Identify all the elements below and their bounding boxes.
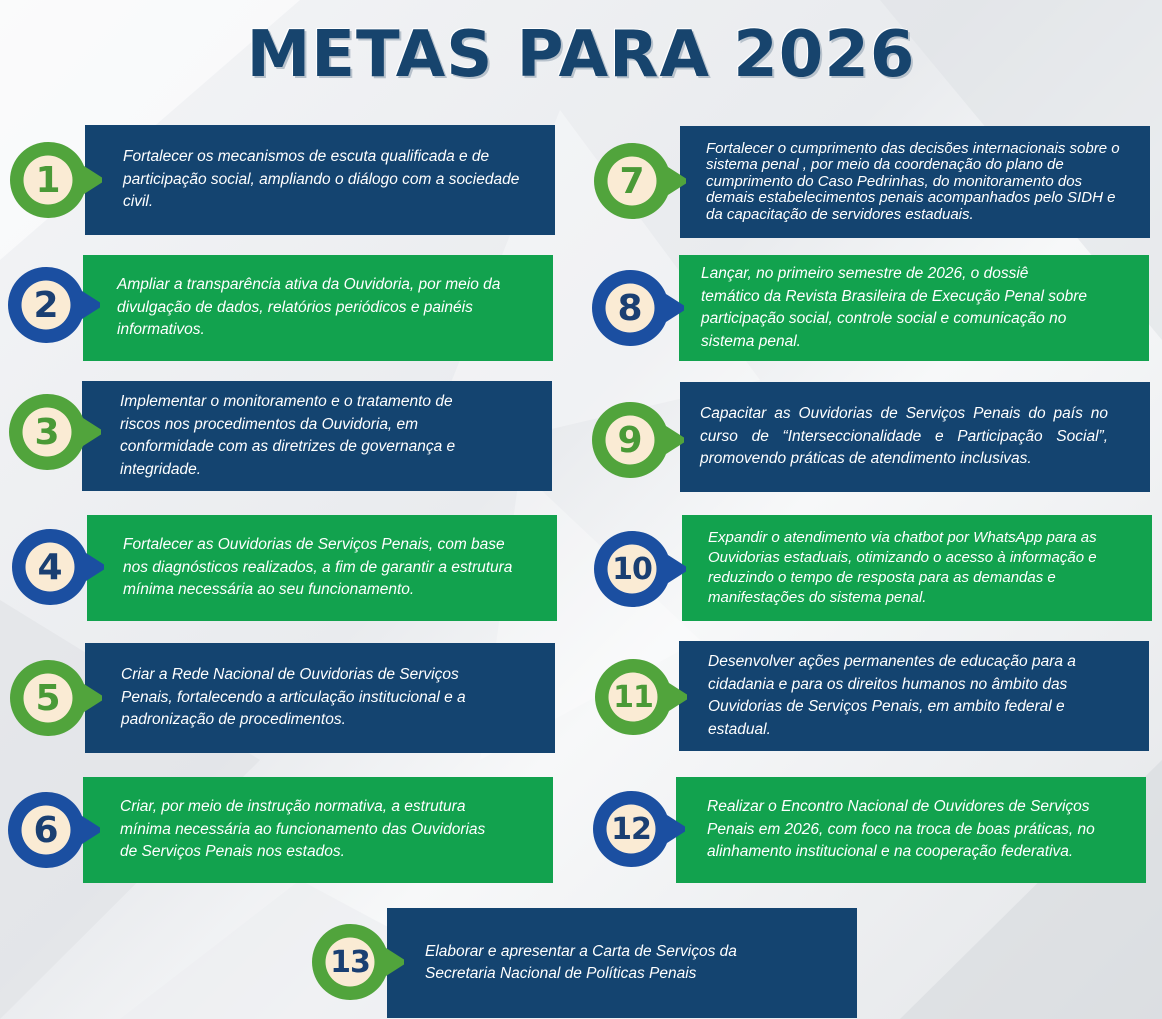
goal-number: 4 [37,546,63,588]
goal-text-box [679,255,1149,361]
goal-text: Fortalecer o cumprimento das decisões internacionais sobre o sistema penal , por meio da coordenação do plano de cumprimento do Caso Pedrinhas, do monitoramento dos demais estabelecimentos penais acompanhados pelo SIDH e da capacitação de servidores estaduais. [706,139,1120,223]
goal-number-badge [8,527,104,607]
goal-text: Fortalecer os mecanismos de escuta qualificada e de participação social, ampliando o diálogo com a sociedade civil. [123,148,520,211]
goal-number-badge [590,529,686,609]
goal-text-box [85,125,555,235]
goal-number-badge [588,400,684,480]
goal-number-badge [588,268,684,348]
goal-number-badge [6,140,102,220]
goal-number: 2 [33,284,59,326]
goal-text-box [82,381,552,491]
goal-text: Capacitar as Ouvidorias de Serviços Penais do país no curso de “Interseccionalidade e Participação Social”, promovendo práticas de atendimento inclusivas. [700,405,1108,468]
goal-text: Fortalecer as Ouvidorias de Serviços Penais, com base nos diagnósticos realizados, a fim de garantir a estrutura mínima necessária ao seu funcionamento. [123,536,513,599]
goal-text: Ampliar a transparência ativa da Ouvidoria, por meio da divulgação de dados, relatórios periódicos e painéis informativos. [117,276,501,339]
goal-text-box [387,908,857,1018]
goal-number: 11 [613,679,653,715]
goal-text-box [682,515,1152,621]
goal-number-badge [589,789,685,869]
goal-text-box [679,641,1149,751]
goal-text: Elaborar e apresentar a Carta de Serviços da Secretaria Nacional de Políticas Penais [425,942,737,982]
goal-number: 3 [34,411,60,453]
goal-number: 13 [330,944,370,980]
goal-number: 8 [617,287,643,329]
goal-text: Realizar o Encontro Nacional de Ouvidores de Serviços Penais em 2026, com foco na troca de boas práticas, no alinhamento institucional e na cooperação federativa. [707,798,1095,861]
goal-text-box [676,777,1146,883]
goal-number: 7 [619,160,645,202]
goal-number-badge [591,657,687,737]
goal-number-badge [5,392,101,472]
goal-number-badge [308,922,404,1002]
goal-text: Expandir o atendimento via chatbot por WhatsApp para as Ouvidorias estaduais, otimizando o acesso à informação e reduzindo o tempo de resposta para as demandas e manifestações do sistema penal. [708,529,1097,606]
page-title: METAS PARA 2026 [246,18,916,92]
goal-number-badge [590,141,686,221]
goal-text: Lançar, no primeiro semestre de 2026, o dossiê temático da Revista Brasileira de Execução Penal sobre participação social, controle social e comunicação no sistema penal. [701,265,1087,350]
goal-text: Desenvolver ações permanentes de educação para a cidadania e para os direitos humanos no âmbito das Ouvidorias de Serviços Penais, em ambito federal e estadual. [708,653,1076,738]
goal-number-badge [4,265,100,345]
goal-number: 6 [33,809,59,851]
goal-text-box [87,515,557,621]
goal-number-badge [4,790,100,870]
goal-text-box [83,255,553,361]
goal-text-box [83,777,553,883]
goal-text: Criar, por meio de instrução normativa, a estrutura mínima necessária ao funcionamento das Ouvidorias de Serviços Penais nos estados. [120,798,486,861]
goal-number-badge [6,658,102,738]
goal-number: 1 [35,159,61,201]
goal-number: 12 [611,811,651,847]
goal-text-box [680,126,1150,238]
goal-number: 5 [35,677,61,719]
goal-text: Criar a Rede Nacional de Ouvidorias de Serviços Penais, fortalecendo a articulação institucional e a padronização de procedimentos. [121,666,466,729]
goal-number: 10 [612,551,652,587]
goal-text-box [680,382,1150,492]
goal-text-box [85,643,555,753]
goal-text: Implementar o monitoramento e o tratamento de riscos nos procedimentos da Ouvidoria, em conformidade com as diretrizes de governança e integridade. [120,393,456,478]
goal-number: 9 [617,419,643,461]
